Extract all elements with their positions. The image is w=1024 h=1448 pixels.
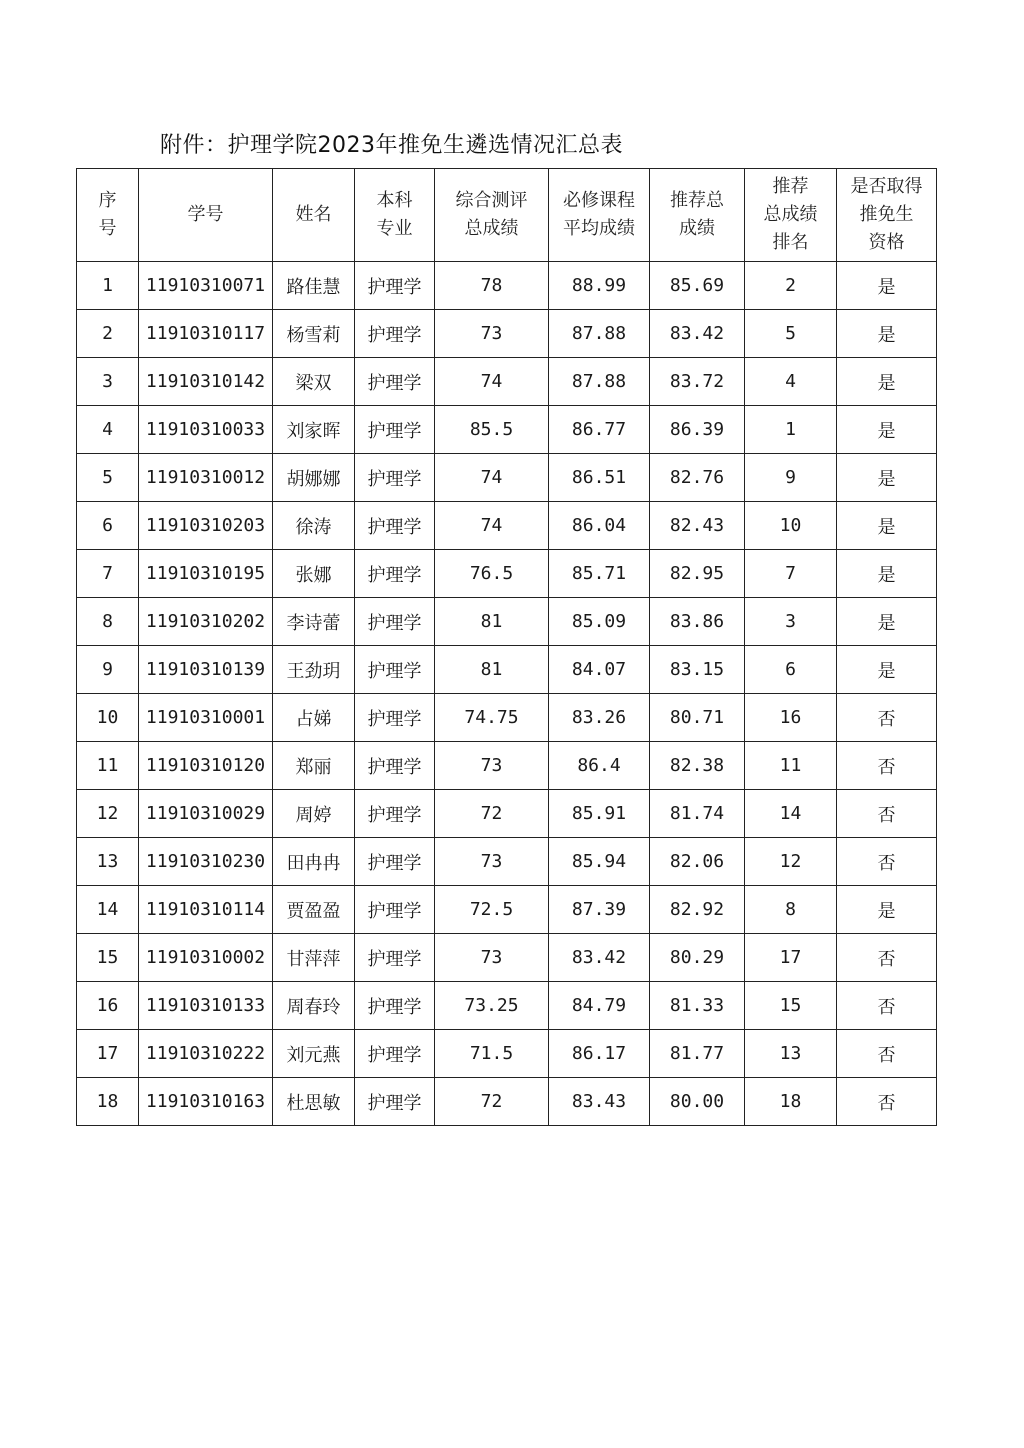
cell-required-course-avg: 83.42 bbox=[549, 934, 650, 982]
cell-name: 徐涛 bbox=[273, 502, 355, 550]
cell-required-course-avg: 83.26 bbox=[549, 694, 650, 742]
cell-comprehensive-score: 73 bbox=[435, 934, 549, 982]
cell-required-course-avg: 87.39 bbox=[549, 886, 650, 934]
cell-name: 田冉冉 bbox=[273, 838, 355, 886]
summary-table bbox=[76, 168, 937, 1126]
cell-seq: 12 bbox=[77, 790, 139, 838]
cell-seq: 13 bbox=[77, 838, 139, 886]
cell-qualified: 是 bbox=[837, 646, 937, 694]
cell-comprehensive-score: 72 bbox=[435, 790, 549, 838]
cell-comprehensive-score: 73.25 bbox=[435, 982, 549, 1030]
cell-seq: 3 bbox=[77, 358, 139, 406]
cell-student-id: 11910310029 bbox=[139, 790, 273, 838]
cell-seq: 11 bbox=[77, 742, 139, 790]
cell-name: 梁双 bbox=[273, 358, 355, 406]
cell-recommend-total: 82.76 bbox=[650, 454, 745, 502]
cell-qualified: 否 bbox=[837, 934, 937, 982]
table-row bbox=[77, 646, 937, 694]
cell-major: 护理学 bbox=[355, 598, 435, 646]
cell-seq: 1 bbox=[77, 262, 139, 310]
cell-comprehensive-score: 76.5 bbox=[435, 550, 549, 598]
cell-seq: 4 bbox=[77, 406, 139, 454]
cell-comprehensive-score: 71.5 bbox=[435, 1030, 549, 1078]
cell-required-course-avg: 86.04 bbox=[549, 502, 650, 550]
cell-name: 甘萍萍 bbox=[273, 934, 355, 982]
table-row bbox=[77, 454, 937, 502]
cell-student-id: 11910310114 bbox=[139, 886, 273, 934]
cell-recommend-total: 82.43 bbox=[650, 502, 745, 550]
header-name: 姓名 bbox=[273, 169, 355, 262]
cell-rank: 1 bbox=[745, 406, 837, 454]
cell-major: 护理学 bbox=[355, 790, 435, 838]
table-row bbox=[77, 982, 937, 1030]
cell-recommend-total: 80.29 bbox=[650, 934, 745, 982]
cell-rank: 11 bbox=[745, 742, 837, 790]
cell-student-id: 11910310001 bbox=[139, 694, 273, 742]
cell-student-id: 11910310133 bbox=[139, 982, 273, 1030]
cell-seq: 14 bbox=[77, 886, 139, 934]
cell-qualified: 否 bbox=[837, 982, 937, 1030]
cell-required-course-avg: 84.79 bbox=[549, 982, 650, 1030]
cell-comprehensive-score: 74.75 bbox=[435, 694, 549, 742]
cell-recommend-total: 80.71 bbox=[650, 694, 745, 742]
cell-qualified: 是 bbox=[837, 406, 937, 454]
cell-name: 刘家晖 bbox=[273, 406, 355, 454]
cell-qualified: 否 bbox=[837, 694, 937, 742]
table-row bbox=[77, 310, 937, 358]
cell-recommend-total: 81.77 bbox=[650, 1030, 745, 1078]
cell-comprehensive-score: 81 bbox=[435, 646, 549, 694]
cell-required-course-avg: 87.88 bbox=[549, 310, 650, 358]
table-row bbox=[77, 502, 937, 550]
cell-student-id: 11910310120 bbox=[139, 742, 273, 790]
cell-rank: 6 bbox=[745, 646, 837, 694]
header-student-id: 学号 bbox=[139, 169, 273, 262]
table-row bbox=[77, 790, 937, 838]
cell-major: 护理学 bbox=[355, 406, 435, 454]
cell-name: 刘元燕 bbox=[273, 1030, 355, 1078]
cell-rank: 18 bbox=[745, 1078, 837, 1126]
cell-required-course-avg: 86.77 bbox=[549, 406, 650, 454]
cell-required-course-avg: 86.4 bbox=[549, 742, 650, 790]
cell-major: 护理学 bbox=[355, 886, 435, 934]
cell-rank: 2 bbox=[745, 262, 837, 310]
cell-student-id: 11910310163 bbox=[139, 1078, 273, 1126]
cell-name: 占娣 bbox=[273, 694, 355, 742]
cell-qualified: 否 bbox=[837, 1078, 937, 1126]
cell-qualified: 是 bbox=[837, 598, 937, 646]
cell-rank: 15 bbox=[745, 982, 837, 1030]
table-row bbox=[77, 694, 937, 742]
cell-required-course-avg: 83.43 bbox=[549, 1078, 650, 1126]
cell-major: 护理学 bbox=[355, 502, 435, 550]
cell-recommend-total: 82.38 bbox=[650, 742, 745, 790]
cell-major: 护理学 bbox=[355, 358, 435, 406]
cell-qualified: 否 bbox=[837, 1030, 937, 1078]
cell-qualified: 否 bbox=[837, 790, 937, 838]
cell-name: 郑丽 bbox=[273, 742, 355, 790]
cell-required-course-avg: 87.88 bbox=[549, 358, 650, 406]
cell-major: 护理学 bbox=[355, 934, 435, 982]
cell-seq: 7 bbox=[77, 550, 139, 598]
cell-major: 护理学 bbox=[355, 646, 435, 694]
cell-recommend-total: 83.42 bbox=[650, 310, 745, 358]
table-row bbox=[77, 1078, 937, 1126]
cell-student-id: 11910310202 bbox=[139, 598, 273, 646]
cell-recommend-total: 86.39 bbox=[650, 406, 745, 454]
cell-major: 护理学 bbox=[355, 550, 435, 598]
cell-qualified: 是 bbox=[837, 262, 937, 310]
cell-name: 贾盈盈 bbox=[273, 886, 355, 934]
cell-seq: 8 bbox=[77, 598, 139, 646]
cell-student-id: 11910310142 bbox=[139, 358, 273, 406]
header-row bbox=[77, 169, 937, 262]
cell-major: 护理学 bbox=[355, 262, 435, 310]
cell-seq: 15 bbox=[77, 934, 139, 982]
cell-comprehensive-score: 74 bbox=[435, 454, 549, 502]
cell-major: 护理学 bbox=[355, 694, 435, 742]
cell-rank: 8 bbox=[745, 886, 837, 934]
cell-recommend-total: 83.72 bbox=[650, 358, 745, 406]
cell-recommend-total: 80.00 bbox=[650, 1078, 745, 1126]
cell-comprehensive-score: 85.5 bbox=[435, 406, 549, 454]
table-row bbox=[77, 262, 937, 310]
table-row bbox=[77, 886, 937, 934]
cell-seq: 18 bbox=[77, 1078, 139, 1126]
cell-major: 护理学 bbox=[355, 838, 435, 886]
cell-student-id: 11910310203 bbox=[139, 502, 273, 550]
header-major: 本科 专业 bbox=[355, 169, 435, 262]
cell-recommend-total: 83.15 bbox=[650, 646, 745, 694]
cell-recommend-total: 82.06 bbox=[650, 838, 745, 886]
cell-qualified: 是 bbox=[837, 550, 937, 598]
cell-comprehensive-score: 81 bbox=[435, 598, 549, 646]
cell-major: 护理学 bbox=[355, 454, 435, 502]
cell-recommend-total: 85.69 bbox=[650, 262, 745, 310]
cell-required-course-avg: 86.17 bbox=[549, 1030, 650, 1078]
header-recommend-total: 推荐总 成绩 bbox=[650, 169, 745, 262]
cell-name: 杨雪莉 bbox=[273, 310, 355, 358]
table-row bbox=[77, 550, 937, 598]
header-comprehensive-score: 综合测评 总成绩 bbox=[435, 169, 549, 262]
cell-seq: 16 bbox=[77, 982, 139, 1030]
cell-name: 李诗蕾 bbox=[273, 598, 355, 646]
header-rank: 推荐 总成绩 排名 bbox=[745, 169, 837, 262]
cell-recommend-total: 83.86 bbox=[650, 598, 745, 646]
cell-recommend-total: 82.92 bbox=[650, 886, 745, 934]
cell-name: 周婷 bbox=[273, 790, 355, 838]
cell-rank: 17 bbox=[745, 934, 837, 982]
table-row bbox=[77, 598, 937, 646]
cell-required-course-avg: 85.91 bbox=[549, 790, 650, 838]
cell-qualified: 否 bbox=[837, 742, 937, 790]
table-row bbox=[77, 838, 937, 886]
table-row bbox=[77, 406, 937, 454]
cell-required-course-avg: 85.94 bbox=[549, 838, 650, 886]
table-row bbox=[77, 934, 937, 982]
cell-qualified: 否 bbox=[837, 838, 937, 886]
cell-major: 护理学 bbox=[355, 982, 435, 1030]
cell-name: 胡娜娜 bbox=[273, 454, 355, 502]
cell-seq: 10 bbox=[77, 694, 139, 742]
cell-name: 王劲玥 bbox=[273, 646, 355, 694]
cell-required-course-avg: 85.09 bbox=[549, 598, 650, 646]
cell-rank: 3 bbox=[745, 598, 837, 646]
cell-comprehensive-score: 74 bbox=[435, 358, 549, 406]
cell-seq: 2 bbox=[77, 310, 139, 358]
cell-qualified: 是 bbox=[837, 502, 937, 550]
cell-rank: 14 bbox=[745, 790, 837, 838]
cell-major: 护理学 bbox=[355, 310, 435, 358]
cell-recommend-total: 81.33 bbox=[650, 982, 745, 1030]
cell-comprehensive-score: 73 bbox=[435, 310, 549, 358]
cell-major: 护理学 bbox=[355, 1078, 435, 1126]
page-title: 附件：护理学院2023年推免生遴选情况汇总表 bbox=[160, 133, 623, 158]
cell-required-course-avg: 85.71 bbox=[549, 550, 650, 598]
cell-rank: 13 bbox=[745, 1030, 837, 1078]
cell-required-course-avg: 84.07 bbox=[549, 646, 650, 694]
cell-seq: 5 bbox=[77, 454, 139, 502]
header-qualified: 是否取得 推免生 资格 bbox=[837, 169, 937, 262]
cell-student-id: 11910310195 bbox=[139, 550, 273, 598]
header-required-course-avg: 必修课程 平均成绩 bbox=[549, 169, 650, 262]
cell-student-id: 11910310071 bbox=[139, 262, 273, 310]
cell-student-id: 11910310002 bbox=[139, 934, 273, 982]
cell-comprehensive-score: 78 bbox=[435, 262, 549, 310]
cell-rank: 7 bbox=[745, 550, 837, 598]
cell-rank: 10 bbox=[745, 502, 837, 550]
cell-comprehensive-score: 72 bbox=[435, 1078, 549, 1126]
cell-qualified: 是 bbox=[837, 454, 937, 502]
cell-student-id: 11910310033 bbox=[139, 406, 273, 454]
cell-qualified: 是 bbox=[837, 310, 937, 358]
cell-comprehensive-score: 72.5 bbox=[435, 886, 549, 934]
cell-comprehensive-score: 73 bbox=[435, 742, 549, 790]
cell-seq: 9 bbox=[77, 646, 139, 694]
table-body bbox=[77, 262, 937, 1126]
cell-rank: 9 bbox=[745, 454, 837, 502]
header-seq: 序号 bbox=[77, 169, 139, 262]
cell-student-id: 11910310117 bbox=[139, 310, 273, 358]
cell-recommend-total: 82.95 bbox=[650, 550, 745, 598]
cell-name: 杜思敏 bbox=[273, 1078, 355, 1126]
cell-comprehensive-score: 74 bbox=[435, 502, 549, 550]
cell-rank: 16 bbox=[745, 694, 837, 742]
cell-major: 护理学 bbox=[355, 1030, 435, 1078]
cell-required-course-avg: 88.99 bbox=[549, 262, 650, 310]
cell-student-id: 11910310012 bbox=[139, 454, 273, 502]
cell-rank: 4 bbox=[745, 358, 837, 406]
table-row bbox=[77, 358, 937, 406]
table-row bbox=[77, 742, 937, 790]
cell-student-id: 11910310139 bbox=[139, 646, 273, 694]
cell-seq: 6 bbox=[77, 502, 139, 550]
cell-major: 护理学 bbox=[355, 742, 435, 790]
cell-qualified: 是 bbox=[837, 358, 937, 406]
cell-comprehensive-score: 73 bbox=[435, 838, 549, 886]
cell-name: 周春玲 bbox=[273, 982, 355, 1030]
cell-qualified: 是 bbox=[837, 886, 937, 934]
cell-seq: 17 bbox=[77, 1030, 139, 1078]
table-row bbox=[77, 1030, 937, 1078]
cell-rank: 5 bbox=[745, 310, 837, 358]
cell-name: 路佳慧 bbox=[273, 262, 355, 310]
cell-rank: 12 bbox=[745, 838, 837, 886]
cell-student-id: 11910310222 bbox=[139, 1030, 273, 1078]
cell-student-id: 11910310230 bbox=[139, 838, 273, 886]
cell-required-course-avg: 86.51 bbox=[549, 454, 650, 502]
cell-name: 张娜 bbox=[273, 550, 355, 598]
cell-recommend-total: 81.74 bbox=[650, 790, 745, 838]
